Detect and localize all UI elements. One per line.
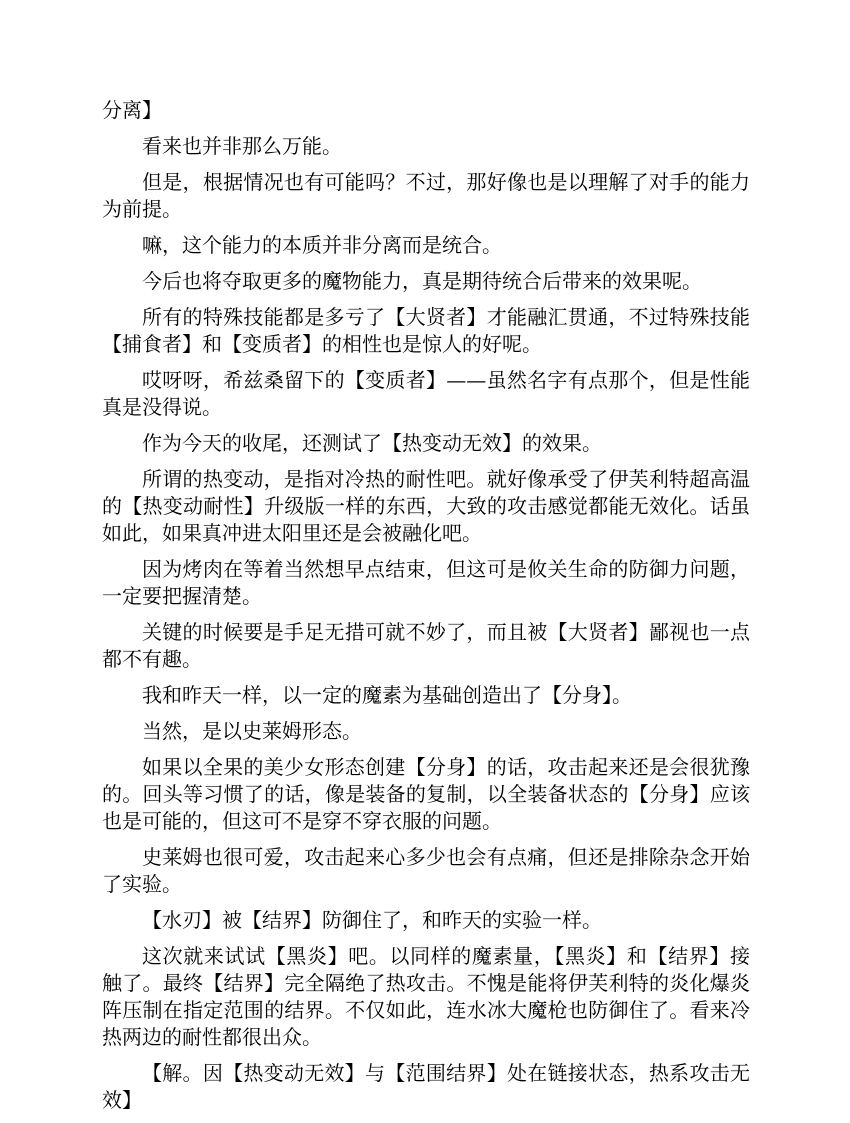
paragraph-10: 因为烤肉在等着当然想早点结束，但这可是攸关生命的防御力问题，一定要把握清楚。 bbox=[102, 557, 750, 608]
paragraph-17: 这次就来试试【黑炎】吧。以同样的魔素量，【黑炎】和【结界】接触了。最终【结界】完全隔绝了热攻击。不愧是能将伊芙利特的炎化爆炎阵压制在指定范围的结界。不仅如此，连水冰大魔枪也防御住了。看来冷热两边的耐性都很出众。 bbox=[102, 944, 750, 1049]
paragraph-6: 所有的特殊技能都是多亏了【大贤者】才能融汇贯通，不过特殊技能【捕食者】和【变质者】的相性也是惊人的好呢。 bbox=[102, 305, 750, 356]
document-page bbox=[102, 97, 750, 1123]
paragraph-9: 所谓的热变动，是指对冷热的耐性吧。就好像承受了伊芙利特超高温的【热变动耐性】升级版一样的东西，大致的攻击感觉都能无效化。话虽如此，如果真冲进太阳里还是会被融化吧。 bbox=[102, 467, 750, 545]
paragraph-16: 【水刃】被【结界】防御住了，和昨天的实验一样。 bbox=[142, 908, 602, 932]
paragraph-11: 关键的时候要是手足无措可就不妙了，而且被【大贤者】鄙视也一点都不有趣。 bbox=[102, 620, 750, 671]
paragraph-15: 史莱姆也很可爱，攻击起来心多少也会有点痛，但还是排除杂念开始了实验。 bbox=[102, 845, 750, 896]
paragraph-18: 【解。因【热变动无效】与【范围结界】处在链接状态，热系攻击无效】 bbox=[102, 1061, 750, 1112]
paragraph-13: 当然，是以史莱姆形态。 bbox=[142, 719, 362, 743]
paragraph-2: 看来也并非那么万能。 bbox=[142, 134, 342, 158]
paragraph-12: 我和昨天一样，以一定的魔素为基础创造出了【分身】。 bbox=[142, 683, 632, 707]
paragraph-5: 今后也将夺取更多的魔物能力，真是期待统合后带来的效果呢。 bbox=[142, 269, 702, 293]
paragraph-14: 如果以全果的美少女形态创建【分身】的话，攻击起来还是会很犹豫的。回头等习惯了的话，像是装备的复制，以全装备状态的【分身】应该也是可能的，但这可不是穿不穿衣服的问题。 bbox=[102, 755, 750, 833]
paragraph-8: 作为今天的收尾，还测试了【热变动无效】的效果。 bbox=[142, 431, 602, 455]
paragraph-4: 嘛，这个能力的本质并非分离而是统合。 bbox=[142, 233, 502, 257]
paragraph-7: 哎呀呀，希兹桑留下的【变质者】——虽然名字有点那个，但是性能真是没得说。 bbox=[102, 368, 750, 419]
paragraph-1: 分离】 bbox=[102, 98, 162, 122]
paragraph-3: 但是，根据情况也有可能吗？不过，那好像也是以理解了对手的能力为前提。 bbox=[102, 170, 750, 221]
